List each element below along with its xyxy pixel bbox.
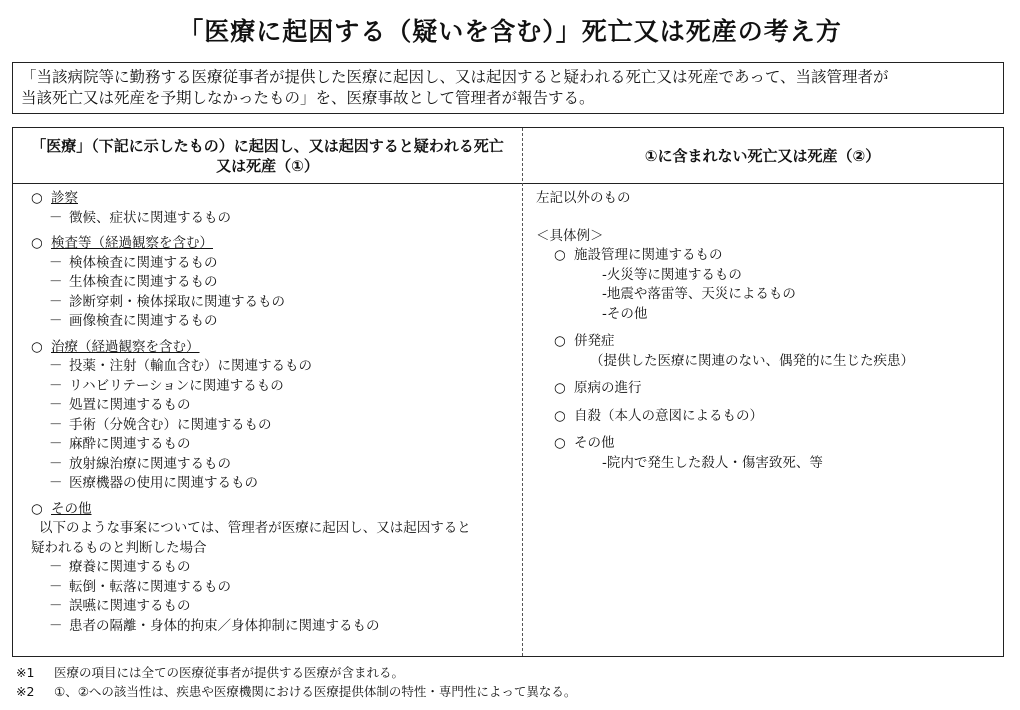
circle-bullet-icon: ○ [554,380,566,396]
example-heading: 自殺（本人の意図によるもの） [574,407,763,424]
list-item: － リハビリテーションに関連するもの [31,377,522,397]
list-item: － 麻酔に関連するもの [31,435,522,455]
example-note: （提供した医療に関連のない、偶発的に生じた疾患） [590,352,914,369]
left-header-line-2: 又は死産（①） [216,156,319,175]
circle-bullet-icon: ○ [31,338,43,355]
dash-icon: － [49,455,63,472]
dash-icon: － [49,397,63,413]
list-item: － 画像検査に関連するもの [31,312,522,332]
dash-icon: － [49,313,63,329]
list-item: － 生体検査に関連するもの [31,273,522,293]
example-suicide [536,407,1003,427]
dash-icon: － [49,358,63,374]
dash-icon: － [49,293,63,310]
list-item: － 処置に関連するもの [31,396,522,416]
comparison-table [12,127,1004,657]
example-heading: その他 [574,435,615,451]
right-column-header: ①に含まれない死亡又は死産（②） [522,128,1003,184]
circle-bullet-icon: ○ [31,235,43,251]
list-item: － 療養に関連するもの [31,558,522,578]
right-column [522,184,1003,481]
example-heading: 併発症 [574,333,615,349]
circle-bullet-icon: ○ [554,247,566,263]
section-kensa [31,234,522,332]
footnote-mark: ※1 [16,665,35,680]
list-item: － 投薬・注射（輸血含む）に関連するもの [31,357,522,377]
footnote-mark: ※2 [16,684,35,699]
left-column-header [13,128,522,184]
section-heading: 検査等（経過観察を含む） [51,235,213,251]
section-note-line-1: 以下のような事案については、管理者が医療に起因し、又は起因すると [39,520,471,536]
circle-bullet-icon: ○ [554,435,566,451]
example-heading: 原病の進行 [574,380,642,396]
example-sub-item: -院内で発生した殺人・傷害致死、等 [602,454,823,471]
list-item: － 転倒・転落に関連するもの [31,578,522,598]
circle-bullet-icon: ○ [31,500,43,517]
dash-icon: － [49,209,63,226]
circle-bullet-icon: ○ [554,407,566,424]
footnote-text: 医療の項目には全ての医療従事者が提供する医療が含まれる。 [54,665,405,680]
example-sub-item: -火災等に関連するもの [602,266,742,283]
list-item: － 患者の隔離・身体的拘束／身体抑制に関連するもの [31,617,522,637]
dash-icon: － [49,598,63,614]
section-note-line-2: 疑われるものと判断した場合 [31,539,207,556]
section-heading: 治療（経過観察を含む） [51,338,200,355]
dash-icon: － [49,436,63,452]
definition-line-1: 「当該病院等に勤務する医療従事者が提供した医療に起因し、又は起因すると疑われる死亡又は死産であって、当該管理者が [21,68,889,86]
examples-label: ＜具体例＞ [536,227,604,244]
footnote [16,663,576,682]
footnote-text: ①、②への該当性は、疾患や医療機関における医療提供体制の特性・専門性によって異なる。 [54,684,577,699]
dash-icon: － [49,416,63,433]
definition-line-2: 当該死亡又は死産を予期しなかったもの」を、医療事故として管理者が報告する。 [21,89,595,107]
list-item: － 医療機器の使用に関連するもの [31,474,522,494]
right-intro: 左記以外のもの [536,190,631,206]
dash-icon: － [49,578,63,595]
example-progression [536,379,1003,399]
left-column [13,184,522,642]
section-chiryo [31,338,522,494]
list-item: － 検体検査に関連するもの [31,254,522,274]
footnotes [16,663,576,701]
list-item: － 誤嚥に関連するもの [31,597,522,617]
example-complication [536,332,1003,371]
example-sub-item: -地震や落雷等、天災によるもの [602,286,796,302]
dash-icon: － [49,377,63,394]
list-item: － 徴候、症状に関連するもの [31,209,522,229]
section-sonota [31,500,522,637]
list-item: － 診断穿刺・検体採取に関連するもの [31,293,522,313]
circle-bullet-icon: ○ [554,333,566,349]
definition-box [12,62,1004,114]
section-heading: 診察 [51,190,78,206]
dash-icon: － [49,617,63,634]
section-heading: その他 [51,500,92,517]
list-item: － 放射線治療に関連するもの [31,455,522,475]
example-facility [536,246,1003,324]
circle-bullet-icon: ○ [31,190,43,206]
example-heading: 施設管理に関連するもの [574,247,723,263]
list-item: － 手術（分娩含む）に関連するもの [31,416,522,436]
dash-icon: － [49,274,63,290]
example-sub-item: -その他 [602,305,648,322]
section-shinsatsu [31,189,522,228]
dash-icon: － [49,254,63,271]
footnote [16,682,576,701]
example-other [536,434,1003,473]
left-header-line-1: 「医療」（下記に示したもの）に起因し、又は起因すると疑われる死亡 [31,136,504,155]
dash-icon: － [49,559,63,575]
page-title: 「医療に起因する（疑いを含む）」死亡又は死産の考え方 [178,17,842,46]
dash-icon: － [49,475,63,491]
